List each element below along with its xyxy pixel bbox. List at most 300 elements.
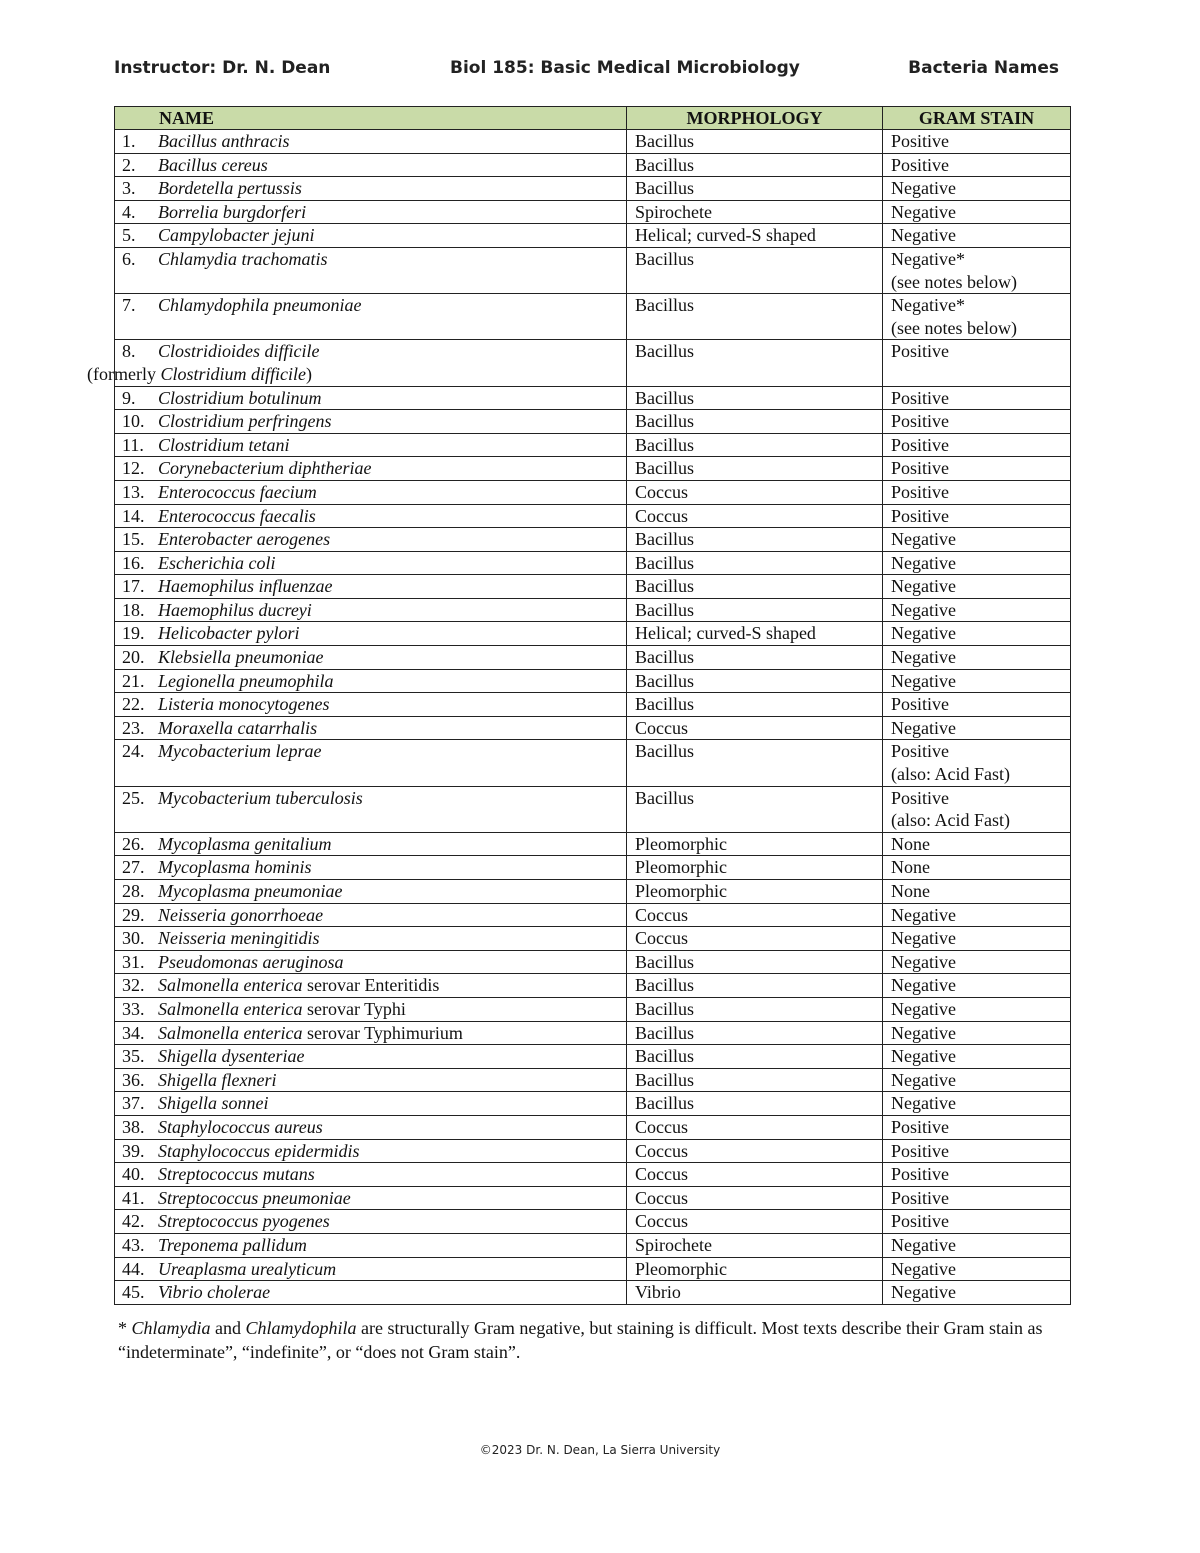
table-row xyxy=(115,247,1071,293)
cell-gram-stain xyxy=(883,1139,1071,1163)
gram-note: (also: Acid Fast) xyxy=(891,810,1010,831)
cell-morphology: Bacillus xyxy=(627,340,883,386)
column-header-name: NAME xyxy=(115,107,627,130)
row-number: 43. xyxy=(122,1234,145,1255)
cell-name xyxy=(115,693,627,717)
cell-gram-stain xyxy=(883,528,1071,552)
species-name: Enterococcus faecium xyxy=(158,481,317,502)
header-course: Biol 185: Basic Medical Microbiology xyxy=(450,58,800,78)
cell-name xyxy=(115,950,627,974)
table-row xyxy=(115,575,1071,599)
cell-morphology: Bacillus xyxy=(627,528,883,552)
row-number: 22. xyxy=(122,694,145,715)
cell-morphology: Bacillus xyxy=(627,457,883,481)
cell-morphology: Coccus xyxy=(627,1115,883,1139)
gram-result: Positive xyxy=(891,154,950,175)
row-number: 9. xyxy=(122,387,136,408)
species-name: Neisseria gonorrhoeae xyxy=(158,904,324,925)
cell-name xyxy=(115,224,627,248)
header-instructor: Instructor: Dr. N. Dean xyxy=(114,58,331,78)
gram-result: Positive xyxy=(891,434,950,455)
cell-gram-stain xyxy=(883,786,1071,832)
cell-morphology: Bacillus xyxy=(627,294,883,340)
cell-gram-stain xyxy=(883,1257,1071,1281)
cell-name xyxy=(115,528,627,552)
cell-morphology: Helical; curved-S shaped xyxy=(627,622,883,646)
cell-gram-stain xyxy=(883,669,1071,693)
row-number: 27. xyxy=(122,857,145,878)
table-row xyxy=(115,1257,1071,1281)
species-name: Streptococcus pyogenes xyxy=(158,1211,330,1232)
table-row xyxy=(115,130,1071,154)
gram-result: Positive xyxy=(891,458,950,479)
cell-name xyxy=(115,1281,627,1305)
row-number: 2. xyxy=(122,154,136,175)
cell-morphology: Coccus xyxy=(627,504,883,528)
cell-morphology: Helical; curved-S shaped xyxy=(627,224,883,248)
row-number: 33. xyxy=(122,998,145,1019)
table-row xyxy=(115,1021,1071,1045)
cell-name xyxy=(115,480,627,504)
cell-morphology: Coccus xyxy=(627,927,883,951)
cell-morphology: Spirochete xyxy=(627,1233,883,1257)
cell-gram-stain xyxy=(883,433,1071,457)
cell-morphology: Coccus xyxy=(627,903,883,927)
row-number: 37. xyxy=(122,1093,145,1114)
row-number: 8. xyxy=(122,341,136,362)
species-name: Mycobacterium leprae xyxy=(158,741,322,762)
cell-name xyxy=(115,786,627,832)
cell-gram-stain xyxy=(883,457,1071,481)
cell-gram-stain xyxy=(883,1021,1071,1045)
gram-result: Negative xyxy=(891,928,956,949)
row-number: 7. xyxy=(122,295,136,316)
gram-result: Negative xyxy=(891,225,956,246)
cell-name xyxy=(115,997,627,1021)
table-row xyxy=(115,410,1071,434)
cell-gram-stain xyxy=(883,480,1071,504)
cell-name xyxy=(115,433,627,457)
species-name: Chlamydia trachomatis xyxy=(158,248,328,269)
cell-gram-stain xyxy=(883,646,1071,670)
cell-name xyxy=(115,1139,627,1163)
gram-result: Negative* xyxy=(891,248,965,269)
cell-gram-stain xyxy=(883,1045,1071,1069)
cell-gram-stain xyxy=(883,1068,1071,1092)
species-serovar: serovar Enteritidis xyxy=(302,975,440,996)
cell-gram-stain xyxy=(883,1092,1071,1116)
table-row xyxy=(115,177,1071,201)
table-row xyxy=(115,200,1071,224)
cell-morphology: Bacillus xyxy=(627,646,883,670)
species-name: Mycobacterium tuberculosis xyxy=(158,787,363,808)
cell-gram-stain xyxy=(883,622,1071,646)
cell-gram-stain xyxy=(883,1210,1071,1234)
header-title: Bacteria Names xyxy=(908,58,1059,78)
species-name: Bordetella pertussis xyxy=(158,178,302,199)
row-number: 19. xyxy=(122,623,145,644)
row-number: 1. xyxy=(122,131,136,151)
row-number: 20. xyxy=(122,647,145,668)
row-number: 35. xyxy=(122,1046,145,1067)
row-number: 41. xyxy=(122,1187,145,1208)
cell-morphology: Coccus xyxy=(627,716,883,740)
table-row xyxy=(115,880,1071,904)
gram-result: Negative xyxy=(891,904,956,925)
table-row xyxy=(115,1210,1071,1234)
species-name: Bacillus cereus xyxy=(158,154,268,175)
table-row xyxy=(115,504,1071,528)
species-name: Staphylococcus aureus xyxy=(158,1116,323,1137)
species-name: Staphylococcus epidermidis xyxy=(158,1140,360,1161)
species-name: Borrelia burgdorferi xyxy=(158,201,307,222)
table-row xyxy=(115,1068,1071,1092)
table-row xyxy=(115,832,1071,856)
former-name-prefix: (formerly xyxy=(87,363,161,384)
footnote-text: are structurally Gram negative, but staining is difficult. Most texts describe their Gram stain as “indeterminate”, “indefinite”, or “does not Gram stain”. xyxy=(118,1318,1043,1362)
species-name: Salmonella enterica xyxy=(158,975,303,996)
cell-morphology: Bacillus xyxy=(627,247,883,293)
cell-gram-stain xyxy=(883,950,1071,974)
cell-morphology: Coccus xyxy=(627,1186,883,1210)
table-row xyxy=(115,856,1071,880)
table-row xyxy=(115,974,1071,998)
cell-name xyxy=(115,646,627,670)
table-row xyxy=(115,386,1071,410)
cell-name xyxy=(115,200,627,224)
cell-gram-stain xyxy=(883,410,1071,434)
gram-result: Negative xyxy=(891,623,956,644)
table-row xyxy=(115,551,1071,575)
cell-name xyxy=(115,575,627,599)
row-number: 3. xyxy=(122,178,136,199)
cell-gram-stain xyxy=(883,386,1071,410)
species-name: Salmonella enterica xyxy=(158,998,303,1019)
species-serovar: serovar Typhi xyxy=(302,998,406,1019)
table-row xyxy=(115,1163,1071,1187)
cell-gram-stain xyxy=(883,177,1071,201)
gram-result: Negative* xyxy=(891,295,965,316)
cell-morphology: Bacillus xyxy=(627,130,883,154)
cell-name xyxy=(115,1115,627,1139)
species-name: Ureaplasma urealyticum xyxy=(158,1258,337,1279)
gram-result: Positive xyxy=(891,505,950,526)
gram-result: Negative xyxy=(891,599,956,620)
cell-gram-stain xyxy=(883,130,1071,154)
species-name: Mycoplasma pneumoniae xyxy=(158,881,343,901)
cell-name xyxy=(115,1210,627,1234)
row-number: 15. xyxy=(122,529,145,550)
row-number: 36. xyxy=(122,1069,145,1090)
cell-name xyxy=(115,974,627,998)
cell-morphology: Bacillus xyxy=(627,1068,883,1092)
cell-morphology: Bacillus xyxy=(627,669,883,693)
cell-name xyxy=(115,386,627,410)
cell-name xyxy=(115,880,627,904)
table-row xyxy=(115,786,1071,832)
species-name: Bacillus anthracis xyxy=(158,131,290,151)
row-number: 10. xyxy=(122,411,145,432)
row-number: 13. xyxy=(122,481,145,502)
cell-morphology: Vibrio xyxy=(627,1281,883,1305)
species-name: Clostridioides difficile xyxy=(158,341,320,362)
gram-result: Negative xyxy=(891,998,956,1019)
cell-name xyxy=(115,1186,627,1210)
cell-morphology: Bacillus xyxy=(627,1021,883,1045)
species-name: Moraxella catarrhalis xyxy=(158,717,318,738)
table-row xyxy=(115,457,1071,481)
cell-morphology: Bacillus xyxy=(627,433,883,457)
table-row xyxy=(115,528,1071,552)
row-number: 29. xyxy=(122,904,145,925)
former-name-species: Clostridium difficile xyxy=(160,363,306,384)
page-header xyxy=(114,58,1059,84)
footnote-and: and xyxy=(210,1318,246,1338)
row-number: 5. xyxy=(122,225,136,246)
gram-result: Negative xyxy=(891,576,956,597)
cell-morphology: Bacillus xyxy=(627,740,883,786)
species-name: Salmonella enterica xyxy=(158,1022,303,1043)
cell-name xyxy=(115,551,627,575)
row-number: 34. xyxy=(122,1022,145,1043)
table-row xyxy=(115,740,1071,786)
table-row xyxy=(115,903,1071,927)
cell-morphology: Bacillus xyxy=(627,693,883,717)
species-name: Streptococcus pneumoniae xyxy=(158,1187,351,1208)
row-number: 25. xyxy=(122,787,145,808)
gram-result: Negative xyxy=(891,1022,956,1043)
cell-gram-stain xyxy=(883,598,1071,622)
cell-name xyxy=(115,1233,627,1257)
row-number: 12. xyxy=(122,458,145,479)
species-name: Legionella pneumophila xyxy=(158,670,334,691)
cell-gram-stain xyxy=(883,153,1071,177)
cell-morphology: Bacillus xyxy=(627,410,883,434)
cell-gram-stain xyxy=(883,294,1071,340)
species-name: Neisseria meningitidis xyxy=(158,928,320,949)
table-row xyxy=(115,224,1071,248)
cell-gram-stain xyxy=(883,200,1071,224)
cell-morphology: Bacillus xyxy=(627,575,883,599)
row-number: 44. xyxy=(122,1258,145,1279)
cell-gram-stain xyxy=(883,856,1071,880)
table-row xyxy=(115,433,1071,457)
cell-gram-stain xyxy=(883,974,1071,998)
table-row xyxy=(115,1045,1071,1069)
cell-gram-stain xyxy=(883,740,1071,786)
table-row xyxy=(115,294,1071,340)
table-row xyxy=(115,646,1071,670)
gram-result: None xyxy=(891,833,930,854)
table-header-row xyxy=(115,107,1071,130)
row-number: 17. xyxy=(122,576,145,597)
table-row xyxy=(115,1233,1071,1257)
cell-name xyxy=(115,294,627,340)
cell-morphology: Coccus xyxy=(627,1139,883,1163)
cell-gram-stain xyxy=(883,504,1071,528)
footnote-genus-chlamydia: Chlamydia xyxy=(131,1318,211,1338)
row-number: 11. xyxy=(122,434,144,455)
gram-result: Positive xyxy=(891,1187,950,1208)
species-name: Clostridium tetani xyxy=(158,434,290,455)
cell-gram-stain xyxy=(883,551,1071,575)
gram-result: Positive xyxy=(891,694,950,715)
cell-morphology: Bacillus xyxy=(627,1045,883,1069)
cell-name xyxy=(115,410,627,434)
cell-name xyxy=(115,247,627,293)
cell-morphology: Pleomorphic xyxy=(627,880,883,904)
cell-name xyxy=(115,504,627,528)
table-row xyxy=(115,1092,1071,1116)
cell-name xyxy=(115,716,627,740)
row-number: 28. xyxy=(122,881,145,901)
species-name: Klebsiella pneumoniae xyxy=(158,647,324,668)
row-number: 24. xyxy=(122,741,145,762)
gram-result: Negative xyxy=(891,1258,956,1279)
cell-name xyxy=(115,153,627,177)
footnote-star: * xyxy=(118,1318,132,1338)
table-row xyxy=(115,1139,1071,1163)
gram-result: Positive xyxy=(891,1116,950,1137)
gram-result: Negative xyxy=(891,178,956,199)
gram-result: Negative xyxy=(891,670,956,691)
cell-gram-stain xyxy=(883,880,1071,904)
gram-result: Positive xyxy=(891,411,950,432)
table-row xyxy=(115,153,1071,177)
species-name: Vibrio cholerae xyxy=(158,1282,271,1303)
column-header-gram-stain: GRAM STAIN xyxy=(883,107,1071,130)
cell-gram-stain xyxy=(883,340,1071,386)
row-number: 39. xyxy=(122,1140,145,1161)
species-name: Haemophilus ducreyi xyxy=(158,599,312,620)
cell-morphology: Bacillus xyxy=(627,1092,883,1116)
column-header-morphology: MORPHOLOGY xyxy=(627,107,883,130)
table-row xyxy=(115,669,1071,693)
species-former-name xyxy=(79,363,618,386)
page-footer: ©2023 Dr. N. Dean, La Sierra University xyxy=(479,1443,721,1457)
species-name: Shigella flexneri xyxy=(158,1069,277,1090)
row-number: 45. xyxy=(122,1282,145,1303)
cell-gram-stain xyxy=(883,903,1071,927)
gram-result: Negative xyxy=(891,1234,956,1255)
cell-gram-stain xyxy=(883,1281,1071,1305)
cell-gram-stain xyxy=(883,1163,1071,1187)
gram-result: Negative xyxy=(891,951,956,972)
bacteria-table xyxy=(87,106,1071,1305)
species-name: Helicobacter pylori xyxy=(158,623,300,644)
table-row xyxy=(115,950,1071,974)
cell-name xyxy=(115,130,627,154)
table-row xyxy=(115,927,1071,951)
cell-morphology: Bacillus xyxy=(627,598,883,622)
gram-note: (also: Acid Fast) xyxy=(891,764,1010,785)
species-name: Shigella sonnei xyxy=(158,1093,269,1114)
cell-morphology: Bacillus xyxy=(627,950,883,974)
cell-morphology: Coccus xyxy=(627,480,883,504)
cell-gram-stain xyxy=(883,927,1071,951)
species-name: Listeria monocytogenes xyxy=(158,694,330,715)
gram-result: None xyxy=(891,857,930,878)
cell-gram-stain xyxy=(883,693,1071,717)
row-number: 6. xyxy=(122,248,136,269)
cell-morphology: Bacillus xyxy=(627,153,883,177)
cell-name xyxy=(115,740,627,786)
cell-gram-stain xyxy=(883,224,1071,248)
cell-gram-stain xyxy=(883,1115,1071,1139)
species-name: Pseudomonas aeruginosa xyxy=(158,951,344,972)
footnote xyxy=(118,1316,1073,1364)
species-name: Campylobacter jejuni xyxy=(158,225,315,246)
cell-morphology: Pleomorphic xyxy=(627,1257,883,1281)
cell-morphology: Bacillus xyxy=(627,551,883,575)
row-number: 18. xyxy=(122,599,145,620)
table-body xyxy=(87,130,1071,1305)
row-number: 30. xyxy=(122,928,145,949)
species-name: Haemophilus influenzae xyxy=(158,576,333,597)
row-number: 21. xyxy=(122,670,145,691)
gram-result: Negative xyxy=(891,1046,956,1067)
cell-gram-stain xyxy=(883,997,1071,1021)
cell-morphology: Bacillus xyxy=(627,177,883,201)
row-number: 31. xyxy=(122,951,145,972)
former-name-suffix: ) xyxy=(305,363,312,384)
species-name: Corynebacterium diphtheriae xyxy=(158,458,372,479)
table-row xyxy=(115,598,1071,622)
species-name: Clostridium botulinum xyxy=(158,387,322,408)
cell-morphology: Coccus xyxy=(627,1163,883,1187)
cell-name xyxy=(115,622,627,646)
gram-result: Positive xyxy=(891,787,950,808)
species-name: Escherichia coli xyxy=(158,552,276,573)
cell-name xyxy=(115,1045,627,1069)
row-number: 4. xyxy=(122,201,136,222)
species-name: Enterobacter aerogenes xyxy=(158,529,331,550)
row-number: 14. xyxy=(122,505,145,526)
gram-result: Negative xyxy=(891,1093,956,1114)
table-row xyxy=(115,693,1071,717)
cell-name xyxy=(115,1257,627,1281)
gram-result: Positive xyxy=(891,341,950,362)
cell-name xyxy=(115,856,627,880)
table-row xyxy=(115,1115,1071,1139)
species-name: Streptococcus mutans xyxy=(158,1164,315,1185)
table-row xyxy=(115,1186,1071,1210)
footnote-genus-chlamydophila: Chlamydophila xyxy=(245,1318,357,1338)
gram-result: Positive xyxy=(891,741,950,762)
cell-morphology: Bacillus xyxy=(627,997,883,1021)
species-name: Treponema pallidum xyxy=(158,1234,307,1255)
cell-name xyxy=(115,1068,627,1092)
row-number: 42. xyxy=(122,1211,145,1232)
cell-name xyxy=(115,832,627,856)
gram-result: Negative xyxy=(891,1282,956,1303)
gram-result: Negative xyxy=(891,975,956,996)
row-number: 32. xyxy=(122,975,145,996)
species-name: Enterococcus faecalis xyxy=(158,505,316,526)
cell-name xyxy=(87,340,627,386)
species-name: Clostridium perfringens xyxy=(158,411,332,432)
table-row xyxy=(115,997,1071,1021)
gram-result: Positive xyxy=(891,1140,950,1161)
cell-morphology: Spirochete xyxy=(627,200,883,224)
species-name: Mycoplasma genitalium xyxy=(158,833,332,854)
cell-name xyxy=(115,598,627,622)
cell-name xyxy=(115,669,627,693)
cell-morphology: Pleomorphic xyxy=(627,832,883,856)
row-number: 40. xyxy=(122,1164,145,1185)
species-name: Mycoplasma hominis xyxy=(158,857,312,878)
cell-morphology: Pleomorphic xyxy=(627,856,883,880)
